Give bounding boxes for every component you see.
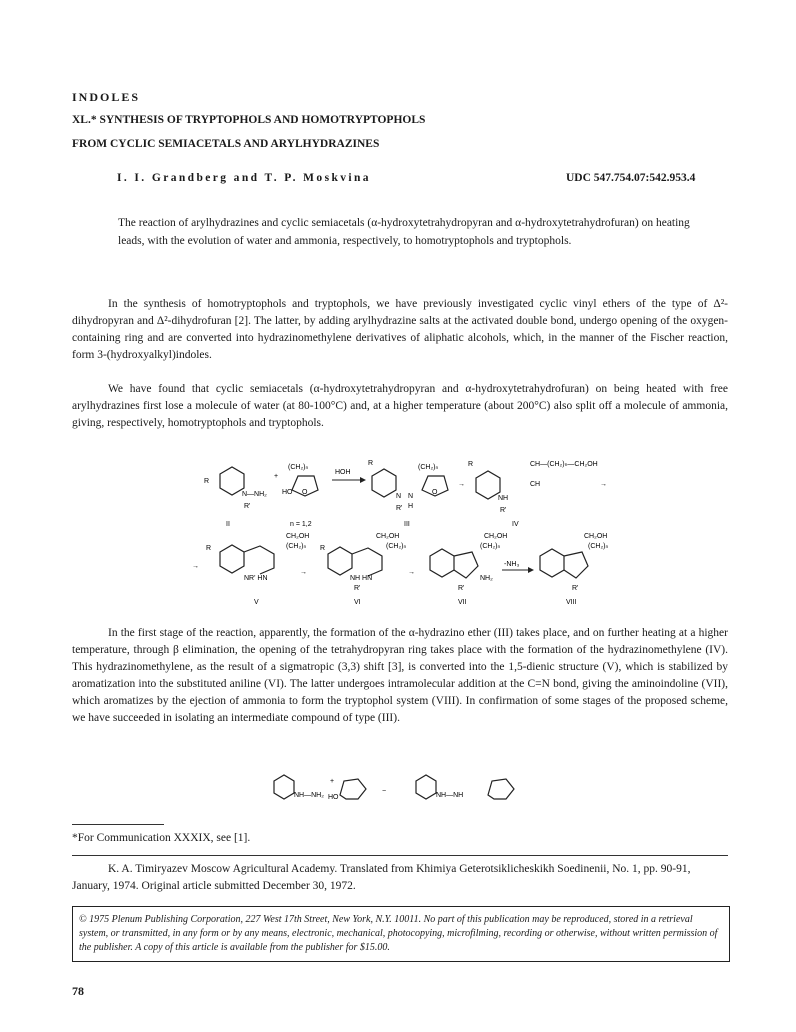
scheme-rprime-5: R' [458, 585, 465, 592]
scheme-r-2: R [368, 460, 374, 467]
scheme-o-2: O [432, 489, 438, 496]
scheme2-arrow: − [382, 788, 387, 795]
compound-ii-structure [220, 467, 244, 495]
scheme2-nh-nh: NH—NH [436, 792, 464, 799]
scheme-rprime-3: R' [500, 507, 507, 514]
compound-v-structure [220, 545, 274, 574]
article-title-line2: FROM CYCLIC SEMIACETALS AND ARYLHYDRAZINES [72, 138, 380, 150]
scheme-ch2n-1: (CH₂)ₙ [288, 464, 309, 471]
reaction-scheme [190, 456, 630, 616]
scheme-nnh2: N—NH₂ [242, 491, 267, 498]
scheme-ch2n-4: (CH₂)ₙ [386, 543, 407, 550]
authors: I. I. Grandberg and T. P. Moskvina [117, 172, 371, 184]
footnote-rule [72, 824, 164, 825]
scheme-rprime-6: R' [572, 585, 579, 592]
compound-viii-structure [540, 549, 588, 578]
scheme-r-3: R [468, 461, 474, 468]
label-n: n = 1,2 [290, 521, 312, 528]
scheme-nh2: NH₂ [480, 575, 493, 582]
scheme-ch: CH [530, 481, 541, 488]
scheme-rprime-2: R' [396, 505, 403, 512]
paragraph-1: In the synthesis of homotryptophols and tryptophols, we have previously investigated cyclic vinyl ethers of the type of Δ²-dihydropyran and Δ²-dihydrofuran [2]. The latter, by adding arylhydrazine salts at the activated double bond, undergo opening of the oxygen-containing ring and are converted into hydrazinomethylene derivatives of aliphatic alcohols, which, in the manner of the Fischer reaction, form 3-(hydroxyalkyl)indoles. [72, 298, 728, 361]
copyright-notice: © 1975 Plenum Publishing Corporation, 227 West 17th Street, New York, N.Y. 10011. No part of this publication may be reproduced, stored in a retrieval system, or transmitted, in any form or by any means, electronic, mechanical, photocopying, microfilming, recording or otherwise, without written permission of the publisher. A copy of this article is available from the publisher for $15.00. [72, 906, 730, 962]
scheme-r-1: R [204, 478, 210, 485]
scheme-nr-hn: NR' HN [244, 575, 268, 582]
scheme-nh-hn: NH HN [350, 575, 373, 582]
label-v: V [254, 599, 259, 606]
scheme-n-2: N [408, 493, 414, 500]
page-number: 78 [72, 984, 84, 998]
scheme-ch2n-3: (CH₂)ₙ [286, 543, 307, 550]
udc-code: UDC 547.754.07:542.953.4 [566, 172, 696, 184]
scheme-ch2oh-3: CH₂OH [484, 533, 508, 540]
scheme2-nh-nh2: NH—NH₂ [294, 792, 324, 799]
footnote: *For Communication XXXIX, see [1]. [72, 832, 251, 844]
label-iii: III [404, 521, 410, 528]
scheme-rprime-1: R' [244, 503, 251, 510]
scheme2-plus: + [330, 778, 335, 785]
label-iv: IV [512, 521, 519, 528]
scheme-n-1: N [396, 493, 402, 500]
abstract: The reaction of arylhydrazines and cyclic semiacetals (α-hydroxytetrahydropyran and α-hydroxytetrahydrofuran) on heating leads, with the evolution of water and ammonia, respectively, to homotryptophols and tryptophols. [118, 217, 690, 247]
scheme-chain: CH—(CH₂)ₙ—CH₂OH [530, 461, 598, 468]
scheme-arrow-5: → [408, 569, 415, 576]
scheme-ho-1: HO [282, 489, 293, 496]
compound-vi-structure [328, 547, 382, 576]
scheme-arrow-4: → [300, 569, 307, 576]
scheme-r-4: R [206, 545, 212, 552]
label-vii: VII [458, 599, 467, 606]
scheme-ch2oh-2: CH₂OH [376, 533, 400, 540]
scheme-minus-nh3: -NH₃ [504, 561, 520, 568]
paragraph-2: We have found that cyclic semiacetals (α-hydroxytetrahydropyran and α-hydroxytetrahydrofuran) on being heated with free arylhydrazines first lose a molecule of water (at 80-100°C) and, at a higher temperature (about 200°C) also split off a molecule of ammonia, giving, respectively, homotryptophols and tryptophols. [72, 383, 728, 429]
scheme-ch2n-5: (CH₂)ₙ [480, 543, 501, 550]
affiliation-rule [72, 855, 728, 856]
scheme-hoh: HOH [335, 469, 351, 476]
scheme-ch2n-6: (CH₂)ₙ [588, 543, 609, 550]
affiliation: K. A. Timiryazev Moscow Agricultural Academy. Translated from Khimiya Geterotsiklicheskikh Soedinenii, No. 1, pp. 90-91, January, 1974. Original article submitted December 30, 1972. [72, 863, 691, 892]
scheme-rprime-4: R' [354, 585, 361, 592]
scheme-r-5: R [320, 545, 326, 552]
scheme-arrow-1: → [458, 481, 465, 488]
label-vi: VI [354, 599, 361, 606]
scheme-nnh: NH [498, 495, 509, 502]
scheme-o-1: O [302, 489, 308, 496]
reaction-scheme-2 [270, 767, 530, 807]
label-ii: II [226, 521, 230, 528]
label-viii: VIII [566, 599, 577, 606]
article-title-line1: XL.* SYNTHESIS OF TRYPTOPHOLS AND HOMOTRYPTOPHOLS [72, 114, 426, 126]
series-heading: INDOLES [72, 90, 141, 104]
scheme-ch2n-2: (CH₂)ₙ [418, 464, 439, 471]
compound-iv-structure [476, 471, 500, 499]
scheme-arrow-3: → [192, 563, 199, 570]
scheme-h-1: H [408, 503, 414, 510]
scheme-ch2oh-4: CH₂OH [584, 533, 608, 540]
scheme2-ho: HO [328, 794, 339, 801]
compound-vii-structure [430, 549, 478, 578]
scheme-arrow-2: → [600, 481, 607, 488]
scheme-ch2oh-1: CH₂OH [286, 533, 310, 540]
paragraph-3: In the first stage of the reaction, apparently, the formation of the α-hydrazino ether (III) takes place, and on further heating at a higher temperature, through β elimination, the opening of the tetrahydropyran ring takes place with the formation of the hydrazinomethylene (IV). This hydrazinomethylene, as the result of a sigmatropic (3,3) shift [3], is converted into the 1,5-dienic structure (V), which is stabilized by aromatization into the substituted aniline (VI). The latter undergoes intramolecular addition at the C=N bond, giving the aminoindoline (VII), which aromatizes by the ejection of ammonia to form the tryptophol system (VIII). In confirmation of some stages of the proposed scheme, we have succeeded in isolating an intermediate compound of type (III). [72, 627, 728, 724]
scheme-plus: + [274, 473, 279, 480]
